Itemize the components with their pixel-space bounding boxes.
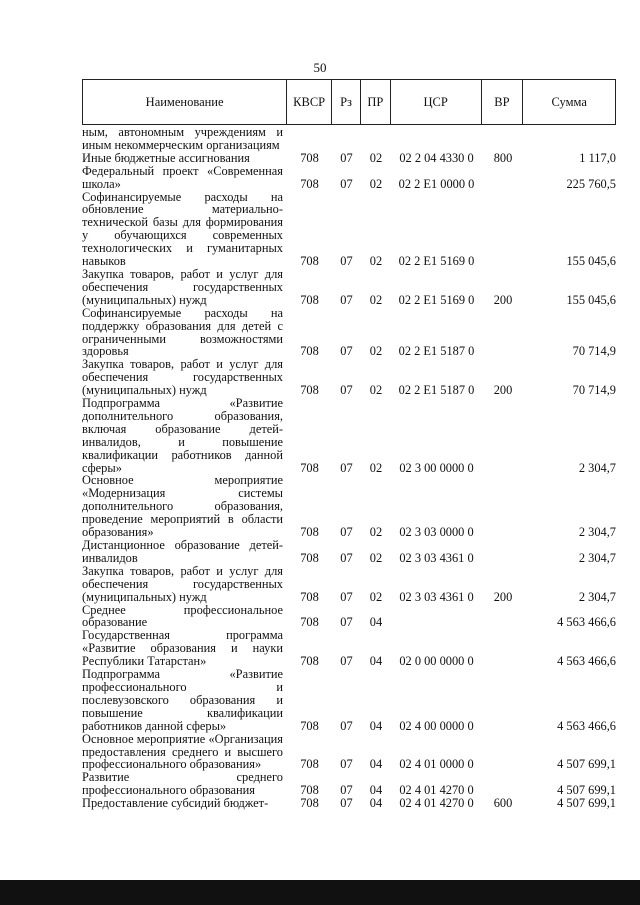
row-pr: 04 (369, 796, 383, 811)
row-pr: 02 (369, 460, 383, 475)
row-vr: 800 (493, 150, 513, 165)
row-rz: 07 (340, 654, 353, 669)
row-kvsr: 708 (300, 718, 319, 733)
column-header-csr: ЦСР (391, 80, 482, 124)
row-kvsr: 708 (300, 176, 319, 191)
row-name: ным, автономным учреждениям и иным некоммерческим организациям (82, 125, 283, 152)
table-row (82, 604, 616, 630)
row-pr: 04 (369, 654, 383, 669)
row-csr: 02 2 E1 5169 0 (398, 254, 475, 269)
row-name: Государственная программа «Развитие образования и науки Республики Татарстан» (82, 628, 283, 669)
row-csr: 02 4 01 4270 0 (399, 783, 474, 798)
row-pr: 04 (369, 615, 383, 630)
row-csr: 02 4 01 4270 0 (399, 796, 474, 811)
row-rz: 07 (340, 615, 353, 630)
row-rz: 07 (340, 150, 353, 165)
row-csr: 02 2 E1 5187 0 (398, 344, 475, 359)
table-row (82, 268, 616, 307)
table-row (82, 539, 616, 565)
row-rz: 07 (340, 796, 353, 811)
row-vr: 200 (493, 589, 513, 604)
table-row (82, 191, 616, 268)
row-name: Основное мероприятие «Организация предоставления среднего и высшего профессионального образования» (82, 731, 283, 772)
table-row (82, 797, 616, 810)
row-csr: 02 4 01 0000 0 (399, 757, 474, 772)
row-name: Среднее профессиональное образование (82, 602, 283, 630)
row-kvsr: 708 (300, 383, 319, 398)
table-body (82, 126, 616, 810)
row-rz: 07 (340, 757, 353, 772)
row-name: Предоставление субсидий бюджет- (82, 796, 269, 811)
column-header-rz: Рз (332, 80, 361, 124)
table-row (82, 565, 616, 604)
row-pr: 04 (369, 718, 383, 733)
row-kvsr: 708 (300, 615, 319, 630)
row-sum: 4 563 466,6 (557, 718, 616, 733)
page-number: 50 (313, 60, 327, 75)
row-name: Иные бюджетные ассигнования (82, 150, 250, 165)
row-vr: 200 (493, 292, 513, 307)
column-header-name: Наименование (83, 80, 287, 124)
row-sum: 4 507 699,1 (557, 757, 616, 772)
row-kvsr: 708 (300, 254, 319, 269)
row-kvsr: 708 (300, 796, 319, 811)
row-sum: 4 507 699,1 (557, 783, 616, 798)
row-name: Основное мероприятие «Модернизация системы дополнительного образования, проведение мероприятий в области образования» (82, 473, 283, 540)
row-name: Софинансируемые расходы на поддержку образования для детей с ограниченными возможностями здоровья (82, 305, 283, 359)
row-sum: 2 304,7 (578, 460, 616, 475)
row-rz: 07 (340, 292, 353, 307)
column-header-kvsr: КВСР (287, 80, 332, 124)
row-pr: 02 (369, 254, 383, 269)
row-sum: 2 304,7 (578, 550, 616, 565)
row-kvsr: 708 (300, 344, 319, 359)
row-name: Федеральный проект «Современная школа» (82, 163, 283, 191)
row-vr: 200 (493, 383, 513, 398)
row-csr: 02 3 03 4361 0 (399, 550, 474, 565)
table-row (82, 733, 616, 772)
row-sum: 4 507 699,1 (557, 796, 616, 811)
row-rz: 07 (340, 460, 353, 475)
row-name: Софинансируемые расходы на обновление материально-технической базы для формирования у обучающихся современных технологических и гуманитарных навыков (82, 189, 283, 269)
row-kvsr: 708 (300, 150, 319, 165)
row-csr: 02 3 03 0000 0 (399, 525, 474, 540)
table-row (82, 771, 616, 797)
row-pr: 02 (369, 176, 383, 191)
row-name: Дистанционное образование детей-инвалидов (82, 538, 283, 565)
row-kvsr: 708 (300, 757, 319, 772)
row-name: Подпрограмма «Развитие профессионального и послевузовского образования и повышение квалификации работников данной сферы» (82, 667, 283, 733)
row-rz: 07 (340, 344, 353, 359)
column-header-vr: ВР (482, 80, 524, 124)
row-rz: 07 (340, 783, 353, 798)
row-sum: 2 304,7 (578, 589, 616, 604)
row-sum: 4 563 466,6 (557, 654, 616, 669)
row-pr: 02 (369, 150, 383, 165)
table-row (82, 358, 616, 397)
row-kvsr: 708 (300, 292, 319, 307)
row-name: Развитие среднего профессионального образования (82, 770, 283, 798)
table-header (82, 79, 616, 125)
row-kvsr: 708 (300, 460, 319, 475)
row-rz: 07 (340, 589, 353, 604)
row-rz: 07 (340, 525, 353, 540)
column-header-pr: ПР (361, 80, 391, 124)
table-row (82, 165, 616, 191)
scan-edge-bar (0, 880, 640, 905)
row-rz: 07 (340, 718, 353, 733)
row-pr: 02 (369, 344, 383, 359)
table-row (82, 668, 616, 733)
row-csr: 02 2 E1 0000 0 (398, 176, 475, 191)
row-pr: 02 (369, 383, 383, 398)
table-row (82, 152, 616, 165)
row-rz: 07 (340, 383, 353, 398)
row-csr: 02 2 E1 5169 0 (398, 292, 475, 307)
row-rz: 07 (340, 550, 353, 565)
row-rz: 07 (340, 176, 353, 191)
row-kvsr: 708 (300, 525, 319, 540)
row-sum: 155 045,6 (566, 292, 616, 307)
row-csr: 02 3 03 4361 0 (399, 589, 474, 604)
table-row (82, 126, 616, 152)
row-csr: 02 0 00 0000 0 (399, 654, 474, 669)
row-pr: 02 (369, 589, 383, 604)
row-pr: 02 (369, 550, 383, 565)
row-sum: 70 714,9 (572, 344, 616, 359)
row-pr: 02 (369, 525, 383, 540)
row-csr: 02 2 E1 5187 0 (398, 383, 475, 398)
row-name: Закупка товаров, работ и услуг для обеспечения государственных (муниципальных) нужд (82, 266, 283, 307)
row-pr: 04 (369, 757, 383, 772)
row-kvsr: 708 (300, 654, 319, 669)
row-rz: 07 (340, 254, 353, 269)
row-csr: 02 2 04 4330 0 (399, 150, 474, 165)
row-sum: 2 304,7 (578, 525, 616, 540)
row-name: Подпрограмма «Развитие дополнительного образования, включая образование детей-инвалидов, и повышение квалификации работников данной сферы» (82, 396, 283, 475)
row-sum: 4 563 466,6 (557, 615, 616, 630)
row-sum: 1 117,0 (579, 150, 616, 165)
row-vr: 600 (493, 796, 513, 811)
row-pr: 02 (369, 292, 383, 307)
row-csr: 02 4 00 0000 0 (399, 718, 474, 733)
table-row (82, 629, 616, 668)
table-row (82, 307, 616, 359)
row-sum: 155 045,6 (566, 254, 616, 269)
row-name: Закупка товаров, работ и услуг для обеспечения государственных (муниципальных) нужд (82, 357, 283, 398)
row-pr: 04 (369, 783, 383, 798)
row-name: Закупка товаров, работ и услуг для обеспечения государственных (муниципальных) нужд (82, 563, 283, 604)
row-kvsr: 708 (300, 550, 319, 565)
row-sum: 70 714,9 (572, 383, 616, 398)
table-row (82, 397, 616, 474)
table-row (82, 474, 616, 539)
column-header-sum: Сумма (551, 94, 587, 109)
row-kvsr: 708 (300, 783, 319, 798)
row-sum: 225 760,5 (566, 176, 616, 191)
row-kvsr: 708 (300, 589, 319, 604)
row-csr: 02 3 00 0000 0 (399, 460, 474, 475)
